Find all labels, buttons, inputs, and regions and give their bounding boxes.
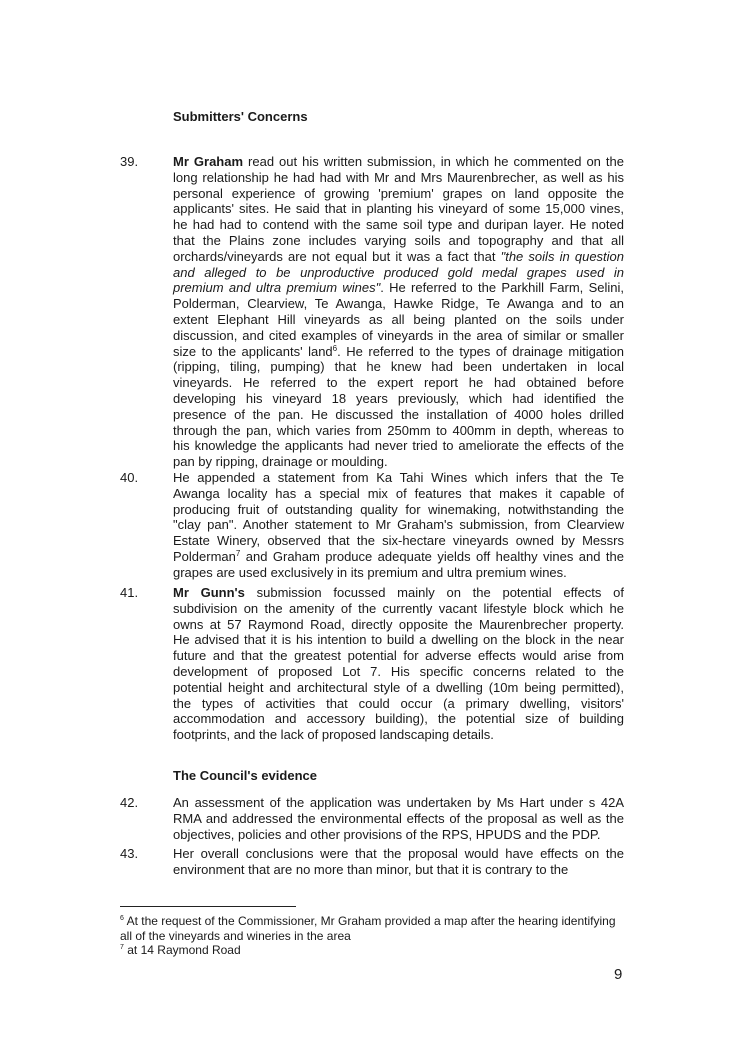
paragraph-line: his knowledge the applicants had never tried to ameliorate the effects of the [173, 438, 624, 454]
paragraph-line: extent Elephant Hill vineyards as all being planted on the soils under [173, 311, 624, 327]
footnote-marker: 7 [120, 944, 124, 951]
paragraph-43 [173, 846, 624, 878]
page-number: 9 [614, 966, 623, 983]
footnote-7 [120, 943, 630, 958]
paragraph-line: presence of the pan. He discussed the installation of 4000 holes drilled [173, 406, 624, 422]
paragraph-line: that the Plains zone includes varying soils and topography and that all [173, 232, 624, 248]
paragraph-line: vineyards. He referred to the expert report he had obtained before [173, 375, 624, 391]
paragraph-line: He appended a statement from Ka Tahi Wines which infers that the Te [173, 470, 624, 485]
footnote-separator [120, 906, 296, 907]
footnote-marker: 6 [120, 915, 124, 922]
paragraph-line: Polderman$^7$ and Graham produce adequate yields off healthy vines and the [173, 548, 624, 564]
paragraph-line: Awanga locality has a special mix of features that makes it capable of [173, 485, 624, 501]
paragraph-line: RMA and addressed the environmental effects of the proposal as well as the [173, 810, 624, 826]
paragraph-line: applicants' sites. He said that in planting his vineyard of some 15,000 vines, [173, 201, 624, 217]
paragraph-line: footprints, and the lack of proposed landscaping details. [173, 727, 494, 743]
paragraph-number-41: 41. [120, 585, 139, 600]
footnote-text: at 14 Raymond Road [127, 943, 241, 957]
paragraph-number-39: 39. [120, 154, 139, 169]
section-heading-council-evidence: The Council's evidence [173, 768, 317, 783]
paragraph-line: Estate Winery, observed that the six-hectare vineyards owned by Messrs [173, 533, 624, 549]
paragraph-40 [173, 470, 624, 581]
paragraph-line: potential height and architectural style of a dwelling (10m being permitted), [173, 679, 624, 695]
paragraph-line: (ripping, tiling, pumping) that he knew had been undertaken in local [173, 359, 624, 375]
paragraph-number-43: 43. [120, 846, 139, 861]
paragraph-line: subdivision on the amenity of the currently vacant lifestyle block which he [173, 600, 624, 616]
footnote-6 [120, 914, 630, 944]
paragraph-line: He advised that it is his intention to build a dwelling on the block in the near [173, 632, 624, 648]
paragraph-line: size to the applicants' land$^6$. He referred to the types of drainage mitigation [173, 343, 624, 359]
paragraph-line: grapes are used exclusively in its premium and ultra premium wines. [173, 564, 567, 580]
section-heading-submitters-concerns: Submitters' Concerns [173, 109, 308, 124]
paragraph-41 [173, 585, 624, 743]
paragraph-line: orchards/vineyards are not equal but it was a fact that "the soils in question [173, 248, 625, 264]
paragraph-number-40: 40. [120, 470, 139, 485]
paragraph-line: producing fruit of outstanding quality for winemaking, notwithstanding the [173, 501, 624, 517]
paragraph-line: pan by ripping, drainage or moulding. [173, 454, 388, 470]
paragraph-line: the types of activities that could occur (a primary dwelling, visitors' [173, 695, 624, 711]
paragraph-line: objectives, policies and other provisions of the RPS, HPUDS and the PDP. [173, 826, 601, 842]
paragraph-line: he had had to contend with the same soil type and duripan layer. He noted [173, 217, 624, 233]
paragraph-line: environment that are no more than minor, but that it is contrary to the [173, 861, 569, 877]
paragraph-line: personal experience of growing 'premium' grapes on land opposite the [173, 185, 624, 201]
paragraph-line: "clay pan". Another statement to Mr Graham's submission, from Clearview [173, 517, 624, 533]
paragraph-line: future and that the greatest potential for adverse effects would arise from [173, 648, 624, 664]
paragraph-line: accommodation and accessory building), the potential size of building [173, 711, 624, 727]
paragraph-line: premium and ultra premium wines". He referred to the Parkhill Farm, Selini, [173, 280, 624, 296]
paragraph-line: through the pan, which varies from 250mm to 400mm in depth, whereas to [173, 422, 624, 438]
paragraph-line: An assessment of the application was undertaken by Ms Hart under s 42A [173, 795, 624, 810]
paragraph-line: Her overall conclusions were that the proposal would have effects on the [173, 846, 624, 861]
paragraph-number-42: 42. [120, 795, 139, 810]
paragraph-42 [173, 795, 624, 842]
paragraph-39 [173, 154, 624, 470]
paragraph-line: discussion, and cited examples of vineyards in the area of similar or smaller [173, 327, 624, 343]
paragraph-line: Mr Graham read out his written submission, in which he commented on the [173, 154, 624, 169]
paragraph-line: development of proposed Lot 7. His specific concerns related to the [173, 663, 624, 679]
paragraph-line: long relationship he had had with Mr and Mrs Maurenbrecher, as well as his [173, 169, 624, 185]
footnote-text: all of the vineyards and wineries in the area [120, 929, 351, 943]
paragraph-line: Polderman, Clearview, Te Awanga, Hawke Ridge, Te Awanga and to an [173, 296, 624, 312]
footnote-text: At the request of the Commissioner, Mr Graham provided a map after the hearing identifying [126, 914, 616, 928]
paragraph-line: owns at 57 Raymond Road, directly opposite the Maurenbrecher property. [173, 616, 624, 632]
paragraph-line: Mr Gunn's submission focussed mainly on the potential effects of [173, 585, 624, 600]
paragraph-line: developing his vineyard 18 years previously, which had identified the [173, 390, 624, 406]
paragraph-line: and alleged to be unproductive produced gold medal grapes used in [173, 264, 624, 280]
